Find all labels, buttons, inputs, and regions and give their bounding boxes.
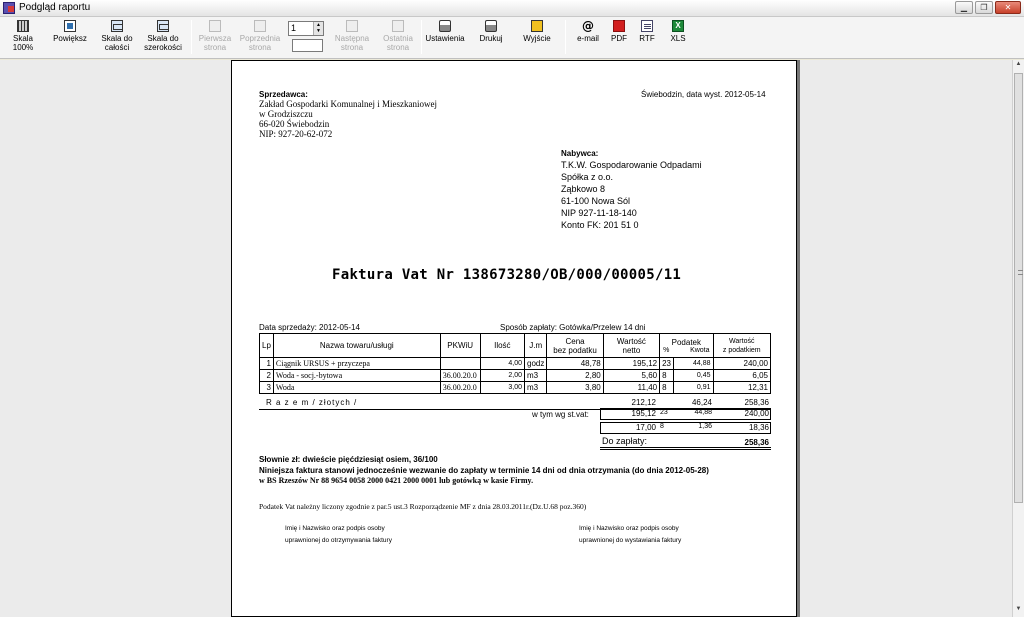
vat-breakdown-label: w tym wg st.vat: bbox=[532, 410, 589, 419]
tax-header: Podatek bbox=[671, 337, 701, 347]
buyer-address bbox=[561, 159, 702, 231]
prev-page-label: Poprzednia strona bbox=[239, 34, 281, 52]
pdf-icon bbox=[613, 20, 625, 32]
cell-qty: 3,00 bbox=[480, 382, 524, 394]
email-icon: @ bbox=[582, 19, 594, 33]
page-number-value: 1 bbox=[291, 23, 297, 33]
printer-settings-icon bbox=[439, 20, 451, 32]
next-page-label: Następna strona bbox=[334, 34, 370, 52]
invoice-items-table bbox=[259, 333, 771, 394]
seller-line: 66-020 Świebodzin bbox=[259, 119, 330, 129]
vat-gross: 18,36 bbox=[748, 423, 769, 432]
signature-left-line1: Imię i Nazwisko oraz podpis osoby bbox=[285, 525, 385, 532]
invoice-title: Faktura Vat Nr 138673280/OB/000/00005/11 bbox=[332, 267, 682, 283]
report-page bbox=[231, 60, 797, 617]
first-page-button[interactable] bbox=[196, 17, 234, 57]
next-page-button[interactable] bbox=[333, 17, 371, 57]
col-price: Cena bez podatku bbox=[547, 334, 603, 358]
vat-gross: 240,00 bbox=[744, 409, 769, 418]
cell-pct: 23 bbox=[660, 358, 674, 370]
settings-button[interactable] bbox=[424, 17, 466, 57]
cell-lp: 1 bbox=[260, 358, 274, 370]
buyer-line: T.K.W. Gospodarowanie Odpadami bbox=[561, 160, 702, 170]
vat-legal-note: Podatek Vat należny liczony zgodnie z par.5 ust.3 Rozporządzenie MF z dnia 28.03.2011r.(Dz.U.68 poz.360) bbox=[259, 502, 587, 511]
total-net: 212,12 bbox=[631, 398, 656, 407]
toolbar-separator bbox=[421, 20, 422, 54]
toolbar bbox=[0, 17, 1024, 59]
cell-pkwiu: 36.00.20.0 bbox=[440, 382, 480, 394]
buyer-label: Nabywca: bbox=[561, 149, 599, 158]
last-page-label: Ostatnia strona bbox=[383, 34, 413, 52]
tax-amount-header: Kwota bbox=[690, 346, 710, 354]
amount-in-words: Słownie zł: dwieście pięćdziesiąt osiem, 36/100 bbox=[259, 455, 438, 464]
payment-method: Sposób zapłaty: Gotówka/Przelew 14 dni bbox=[500, 323, 646, 332]
scale-100-label: Skala 100% bbox=[12, 34, 34, 52]
cell-tax: 44,88 bbox=[674, 358, 714, 370]
cell-net: 195,12 bbox=[603, 358, 659, 370]
rtf-button[interactable] bbox=[636, 17, 658, 57]
table-row bbox=[260, 358, 771, 370]
vat-tax: 44,88 bbox=[694, 409, 712, 416]
cell-unit: m3 bbox=[525, 370, 547, 382]
payment-notice-line2: w BS Rzeszów Nr 88 9654 0058 2000 0421 2000 0001 lub gotówką w kasie Firmy. bbox=[259, 476, 534, 485]
fit-page-icon bbox=[111, 20, 123, 32]
cell-net: 11,40 bbox=[603, 382, 659, 394]
cell-tax: 0,45 bbox=[674, 370, 714, 382]
xls-button[interactable] bbox=[666, 17, 690, 57]
app-icon bbox=[3, 2, 15, 14]
cell-tax: 0,91 bbox=[674, 382, 714, 394]
scale-whole-label: Skala do całości bbox=[101, 34, 133, 52]
vat-net: 17,00 bbox=[635, 423, 656, 432]
minimize-button[interactable]: ▁ bbox=[955, 1, 973, 14]
col-lp: Lp bbox=[260, 334, 274, 358]
exit-label: Wyjście bbox=[523, 34, 551, 43]
cell-pct: 8 bbox=[660, 382, 674, 394]
signature-left-line2: uprawnionej do otrzymywania faktury bbox=[285, 537, 392, 544]
col-net: Wartość netto bbox=[603, 334, 659, 358]
toolbar-separator bbox=[565, 20, 566, 54]
cell-price: 2,80 bbox=[547, 370, 603, 382]
rtf-icon bbox=[641, 20, 653, 32]
cell-price: 48,78 bbox=[547, 358, 603, 370]
cell-qty: 4,00 bbox=[480, 358, 524, 370]
tax-pct-header: % bbox=[663, 346, 670, 354]
page-spinner-arrows[interactable]: ▲ ▼ bbox=[313, 22, 323, 35]
cell-pkwiu: 36.00.20.0 bbox=[440, 370, 480, 382]
zoom-in-button[interactable] bbox=[50, 17, 90, 57]
window-controls bbox=[955, 1, 1021, 15]
total-gross: 258,36 bbox=[744, 398, 769, 407]
scale-width-label: Skala do szerokości bbox=[144, 34, 182, 52]
last-page-button[interactable] bbox=[378, 17, 418, 57]
title-bar bbox=[0, 0, 1024, 17]
payment-notice-line1: Niniejsza faktura stanowi jednocześnie wezwanie do zapłaty w terminie 14 dni od dnia otrzymania (do dnia 2012-05-28) bbox=[259, 466, 709, 475]
grid-icon bbox=[17, 20, 29, 32]
fit-width-icon bbox=[157, 20, 169, 32]
seller-address bbox=[259, 99, 437, 139]
seller-label: Sprzedawca: bbox=[259, 90, 308, 99]
cell-pct: 8 bbox=[660, 370, 674, 382]
settings-label: Ustawienia bbox=[425, 34, 465, 43]
toolbar-separator bbox=[191, 20, 192, 54]
col-pkwiu: PKWiU bbox=[440, 334, 480, 358]
vat-pct: 23 bbox=[660, 409, 668, 416]
email-button[interactable] bbox=[574, 17, 602, 57]
zoom-in-label: Powiększ bbox=[53, 34, 87, 43]
seller-line: NIP: 927-20-62-072 bbox=[259, 129, 333, 139]
place-date: Świebodzin, data wyst. 2012-05-14 bbox=[641, 90, 766, 99]
cell-name: Woda - socj.-bytowa bbox=[273, 370, 440, 382]
vertical-scrollbar[interactable] bbox=[1012, 60, 1024, 617]
cell-gross: 240,00 bbox=[713, 358, 770, 370]
col-tax bbox=[660, 334, 713, 358]
scrollbar-thumb[interactable] bbox=[1014, 73, 1023, 503]
cell-price: 3,80 bbox=[547, 382, 603, 394]
total-label: R a z e m / złotych / bbox=[266, 398, 358, 407]
print-label: Drukuj bbox=[479, 34, 503, 43]
vat-tax: 1,36 bbox=[698, 423, 712, 430]
table-row bbox=[260, 382, 771, 394]
buyer-line: Konto FK: 201 51 0 bbox=[561, 220, 639, 230]
next-page-icon bbox=[346, 20, 358, 32]
prev-page-icon bbox=[254, 20, 266, 32]
total-tax: 46,24 bbox=[691, 398, 712, 407]
first-page-label: Pierwsza strona bbox=[198, 34, 232, 52]
scale-100-button[interactable] bbox=[6, 17, 40, 57]
seller-line: Zakład Gospodarki Komunalnej i Mieszkaniowej bbox=[259, 99, 437, 109]
cell-name: Ciągnik URSUS + przyczepa bbox=[273, 358, 440, 370]
email-label: e-mail bbox=[577, 34, 599, 43]
vat-net: 195,12 bbox=[631, 409, 656, 418]
page-number-input[interactable] bbox=[288, 21, 324, 36]
col-name: Nazwa towaru/usługi bbox=[273, 334, 440, 358]
table-row bbox=[260, 370, 771, 382]
first-page-icon bbox=[209, 20, 221, 32]
cell-lp: 3 bbox=[260, 382, 274, 394]
excel-icon: X bbox=[672, 20, 684, 32]
vat-pct: 8 bbox=[660, 423, 664, 430]
divider bbox=[600, 449, 771, 450]
divider bbox=[600, 447, 771, 448]
buyer-line: Ząbkowo 8 bbox=[561, 184, 606, 194]
close-button[interactable]: ✕ bbox=[995, 1, 1021, 14]
col-qty: Ilość bbox=[480, 334, 524, 358]
buyer-line: 61-100 Nowa Sól bbox=[561, 196, 631, 206]
scale-width-button[interactable] bbox=[142, 17, 184, 57]
sale-date: Data sprzedaży: 2012-05-14 bbox=[259, 323, 360, 332]
cell-net: 5,60 bbox=[603, 370, 659, 382]
col-unit: J.m bbox=[525, 334, 547, 358]
last-page-icon bbox=[392, 20, 404, 32]
cell-pkwiu bbox=[440, 358, 480, 370]
buyer-line: Spółka z o.o. bbox=[561, 172, 614, 182]
signature-right-line1: Imię i Nazwisko oraz podpis osoby bbox=[579, 525, 679, 532]
print-button[interactable] bbox=[476, 17, 506, 57]
buyer-line: NIP 927-11-18-140 bbox=[561, 208, 637, 218]
xls-label: XLS bbox=[670, 34, 686, 43]
to-pay-amount: 258,36 bbox=[744, 438, 769, 447]
printer-icon bbox=[485, 20, 497, 32]
cell-unit: m3 bbox=[525, 382, 547, 394]
signature-right-line2: uprawnionej do wystawiania faktury bbox=[579, 537, 682, 544]
exit-button[interactable] bbox=[520, 17, 554, 57]
pdf-label: PDF bbox=[611, 34, 627, 43]
cell-gross: 6,05 bbox=[713, 370, 770, 382]
seller-line: w Grodziszczu bbox=[259, 109, 313, 119]
cell-name: Woda bbox=[273, 382, 440, 394]
cell-qty: 2,00 bbox=[480, 370, 524, 382]
table-header-row bbox=[260, 334, 771, 358]
pdf-button[interactable] bbox=[608, 17, 630, 57]
window-title: Podgląd raportu bbox=[19, 2, 91, 13]
cell-lp: 2 bbox=[260, 370, 274, 382]
to-pay-label: Do zapłaty: bbox=[602, 436, 648, 446]
cell-unit: godz bbox=[525, 358, 547, 370]
prev-page-button[interactable] bbox=[238, 17, 282, 57]
scroll-up-arrow[interactable]: ▲ bbox=[1015, 61, 1022, 67]
scroll-down-arrow[interactable]: ▼ bbox=[1015, 606, 1022, 612]
scale-whole-button[interactable] bbox=[98, 17, 136, 57]
exit-icon bbox=[531, 20, 543, 32]
page-count-field bbox=[292, 39, 323, 52]
zoom-in-icon bbox=[64, 20, 76, 32]
rtf-label: RTF bbox=[639, 34, 655, 43]
cell-gross: 12,31 bbox=[713, 382, 770, 394]
maximize-button[interactable]: ❐ bbox=[975, 1, 993, 14]
col-gross: Wartość z podatkiem bbox=[713, 334, 770, 358]
